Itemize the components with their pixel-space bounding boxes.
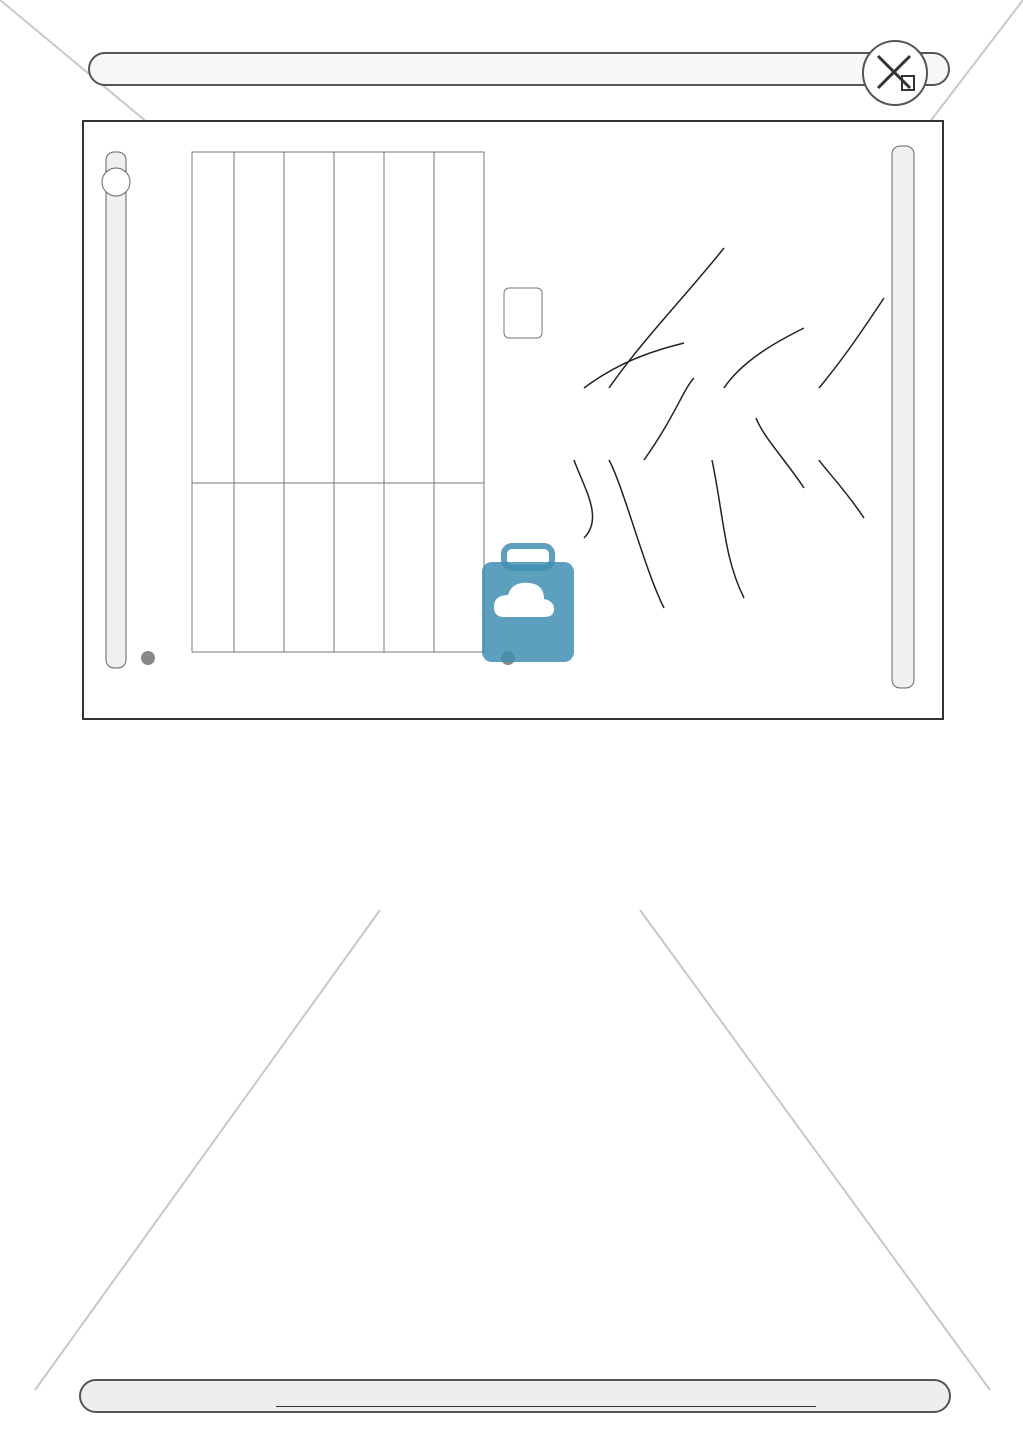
- footer-name-line[interactable]: [276, 1406, 816, 1407]
- header-bar: [88, 52, 950, 86]
- footer-bar: [79, 1379, 951, 1413]
- cloud-lock-icon: [482, 546, 574, 662]
- measuring-tools-icon: [862, 40, 928, 106]
- worksheet-thumbnail: [82, 120, 944, 720]
